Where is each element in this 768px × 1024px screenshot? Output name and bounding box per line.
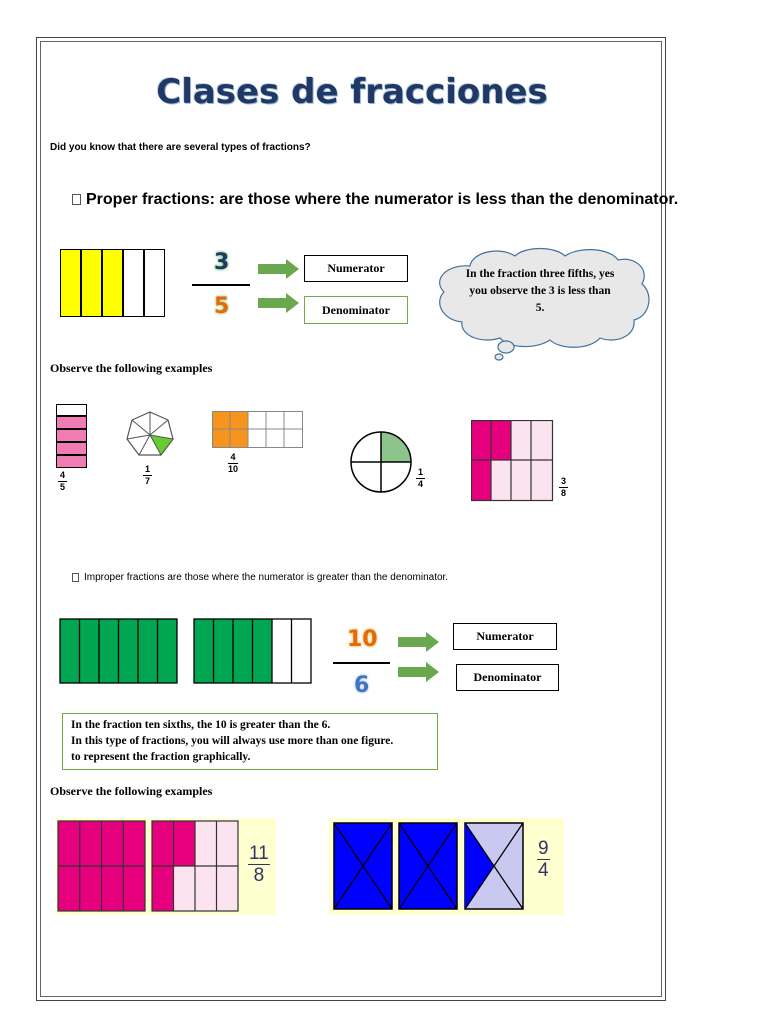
examples-heading-2: Observe the following examples [50,784,213,798]
example-heptagon [125,410,175,460]
improper-definition [72,572,448,583]
bar-cell-filled [56,429,87,442]
bar-cell-empty [144,249,165,317]
fraction-denominator: 7 [145,476,151,486]
page-title: Clases de fracciones [156,72,548,112]
example-fraction-1 [58,470,67,493]
fraction-denominator: 4 [418,479,424,489]
bubble-text: In the fraction three fifths, yes you observe the 3 is less than 5. [465,268,615,314]
improper-definition-text: Improper fractions are those where the numerator is greater than the denominator. [84,572,449,583]
numerator-label: Numerator [453,623,557,650]
proper-denominator: 5 [214,294,230,319]
bar-cell-filled [81,249,102,317]
example-grid-eleven-eighths [57,820,239,914]
fraction-numerator: 4 [228,452,238,464]
denominator-label: Denominator [456,664,559,691]
arrow-right-icon [258,293,300,313]
note-line: In the fraction ten sixths, the 10 is greater than the 6. [71,719,331,731]
example-grid-ten [212,411,304,449]
improper-denominator: 6 [354,673,370,698]
bar-cell-filled [56,416,87,429]
bar-cell-filled [56,442,87,455]
example-fraction-2 [143,464,152,487]
bar-cell-filled [60,249,81,317]
bar-cell-empty [56,404,87,416]
example-crossed-squares [331,820,525,914]
bar-cell-empty [123,249,144,317]
fraction-denominator: 10 [228,464,239,474]
proper-numerator: 3 [214,250,230,275]
bar-cell-filled [56,455,87,468]
denominator-label: Denominator [304,296,408,324]
intro-text: Did you know that there are several types of fractions? [50,142,311,153]
fraction-denominator: 8 [561,488,567,498]
fraction-numerator: 9 [538,838,549,859]
fraction-numerator: 4 [60,470,66,480]
example-fraction-4 [416,467,425,490]
bar-cell-filled [102,249,123,317]
fraction-numerator: 3 [561,476,567,486]
fraction-denominator: 5 [60,482,66,492]
numerator-label: Numerator [304,255,408,282]
example-circle-quarter [349,430,413,494]
example-grid-eight [471,420,555,502]
examples-heading-1: Observe the following examples [50,361,213,375]
example-fraction-6 [248,843,270,886]
example-fraction-5 [559,476,568,499]
bullet-icon [72,194,81,205]
arrow-right-icon [398,662,440,682]
proper-definition [72,191,678,209]
improper-bars [59,618,313,685]
proper-definition-text: Proper fractions: are those where the numerator is less than the denominator. [86,191,679,208]
arrow-right-icon [258,259,300,279]
example-fraction-7 [537,838,550,881]
improper-note [62,713,438,770]
fraction-numerator: 11 [249,843,269,864]
fraction-denominator: 8 [253,865,265,886]
fraction-numerator: 1 [145,464,151,474]
fraction-denominator: 4 [538,860,549,881]
bullet-icon [72,573,79,582]
fraction-bar [333,662,390,664]
note-line: In this type of fractions, you will always use more than one figure. [71,735,394,747]
example-fraction-3 [228,452,238,475]
fraction-numerator: 1 [418,467,424,477]
fraction-bar [192,284,250,286]
arrow-right-icon [398,632,440,652]
note-line: to represent the fraction graphically. [71,751,251,763]
improper-numerator: 10 [347,627,378,652]
